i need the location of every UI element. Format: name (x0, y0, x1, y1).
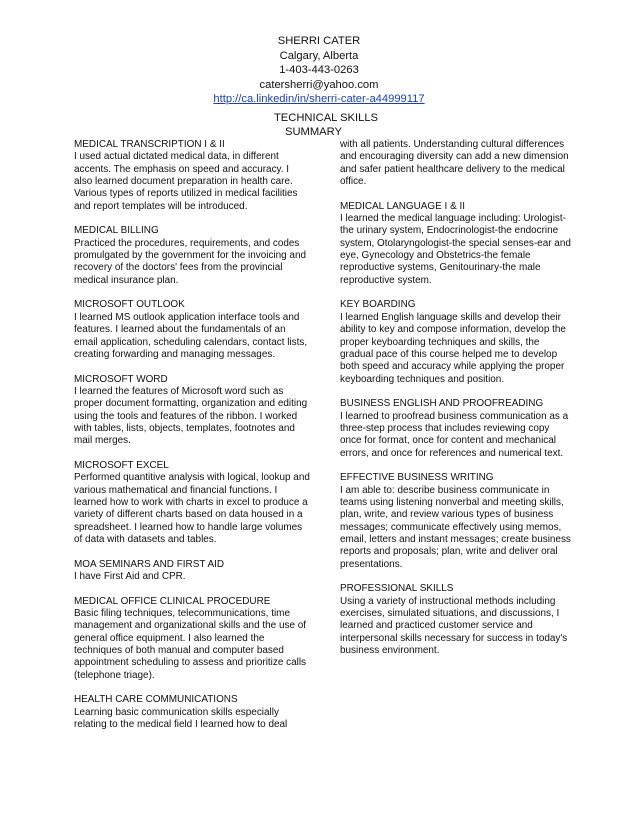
candidate-email[interactable]: catersherri@yahoo.com (259, 78, 379, 91)
skill-section (340, 299, 572, 385)
skill-heading: PROFESSIONAL SKILLS (340, 583, 454, 595)
skill-heading: EFFECTIVE BUSINESS WRITING (340, 472, 494, 484)
skill-section (74, 694, 310, 731)
skill-body: I learned English language skills and develop their ability to key and compose information, develop the proper keyboarding techniques and skills, the gradual pace of this course helped me to develop both speed and accuracy while applying the proper keyboarding techniques and position. (340, 311, 566, 385)
candidate-location: Calgary, Alberta (279, 49, 359, 62)
skill-section (340, 398, 572, 460)
skill-body: Using a variety of instructional methods including exercises, simulated situations, and discussions, I learned and practiced customer service and interpersonal skills necessary for success in today's business environment. (340, 595, 568, 657)
section-title (0, 112, 638, 140)
right-column (340, 139, 572, 670)
skill-body: I learned the medical language including: Urologist-the urinary system, Endocrinologist-the endocrine system, Otolaryngologist-the special senses-ear and eye, Gynecology and Obstetrics-the female reproductive systems, Genitourinary-the male reproductive system. (340, 213, 571, 286)
skill-body: I am able to: describe business communicate in teams using listening nonverbal and meeting skills, plan, write, and review various types of business messages; communicate effectively using memos, email, letters and instant messages; create business reports and proposals; plan, write and deliver oral presentations. (340, 484, 571, 570)
skill-heading: HEALTH CARE COMMUNICATIONS (74, 694, 238, 706)
skill-heading: KEY BOARDING (340, 299, 416, 311)
skill-section (74, 559, 310, 584)
skill-section (340, 201, 572, 287)
skill-section (340, 472, 572, 571)
skill-body: Practiced the procedures, requirements, and codes promulgated by the government for the invoicing and recovery of the doctors' fees from the provincial medical insurance plan. (74, 237, 307, 286)
skill-body: Basic filing techniques, telecommunications, time management and organizational skills and the use of general office equipment. I also learned the techniques of both manual and computer based appointment scheduling to assess and prioritize calls (telephone triage). (74, 608, 307, 681)
skill-heading: MICROSOFT EXCEL (74, 459, 169, 471)
left-column (74, 139, 310, 744)
title-line-1: TECHNICAL SKILLS (273, 112, 379, 124)
skill-heading: MEDICAL BILLING (74, 225, 159, 237)
skill-heading: MEDICAL TRANSCRIPTION I & II (74, 139, 225, 150)
skill-body: Performed quantitive analysis with logical, lookup and various mathematical and financial functions. I learned how to work with charts in excel to produce a variety of different charts based on data housed in a spreadsheet. I learned how to handle large volumes of data with datasets and tables. (74, 472, 310, 545)
skill-heading: MEDICAL LANGUAGE I & II (340, 200, 465, 212)
candidate-phone: 1-403-443-0263 (279, 64, 359, 77)
skill-body: with all patients. Understanding cultural differences and encouraging diversity can add a new dimension and safer patient healthcare delivery to the medical office. (340, 139, 569, 188)
candidate-name: SHERRI CATER (277, 35, 361, 47)
skill-section (74, 460, 310, 546)
title-line-2: SUMMARY (285, 125, 342, 138)
skill-heading: MICROSOFT WORD (74, 373, 168, 385)
skill-body: I learned the features of Microsoft word such as proper document formatting, organization and editing using the tools and features of the ribbon. I worked with tables, lists, objects, templates, footnotes and mail merges. (74, 385, 308, 447)
skill-heading: MICROSOFT OUTLOOK (74, 299, 185, 311)
linkedin-link[interactable]: http://ca.linkedin/in/sherri-cater-a44999117 (213, 93, 425, 106)
skill-body: I have First Aid and CPR. (74, 571, 186, 583)
skill-body: Learning basic communication skills especially relating to the medical field I learned how to deal (74, 706, 288, 731)
skill-body: I used actual dictated medical data, in different accents. The emphasis on speed and accuracy. I also learned document preparation in health care. Various types of reports utilized in medical facilities and report templates will be introduced. (74, 151, 298, 212)
resume-header (0, 34, 638, 107)
skill-heading: BUSINESS ENGLISH AND PROOFREADING (340, 398, 544, 410)
skill-heading: MEDICAL OFFICE CLINICAL PROCEDURE (74, 595, 271, 607)
skill-section (74, 596, 310, 682)
skill-body: I learned MS outlook application interface tools and features. I learned about the fundamentals of an email application, scheduling calendars, contact lists, creating forwarding and managing messages. (74, 311, 308, 360)
skill-section-continued (340, 139, 572, 188)
skill-section (74, 374, 310, 448)
skill-section (340, 583, 572, 657)
skill-body: I learned to proofread business communication as a three-step process that includes reviewing copy once for format, once for content and mechanical errors, and once for references and numerical text. (340, 410, 569, 459)
skill-section (74, 225, 310, 287)
skill-section (74, 299, 310, 361)
skill-section (74, 139, 310, 213)
skill-heading: MOA SEMINARS AND FIRST AID (74, 558, 225, 570)
